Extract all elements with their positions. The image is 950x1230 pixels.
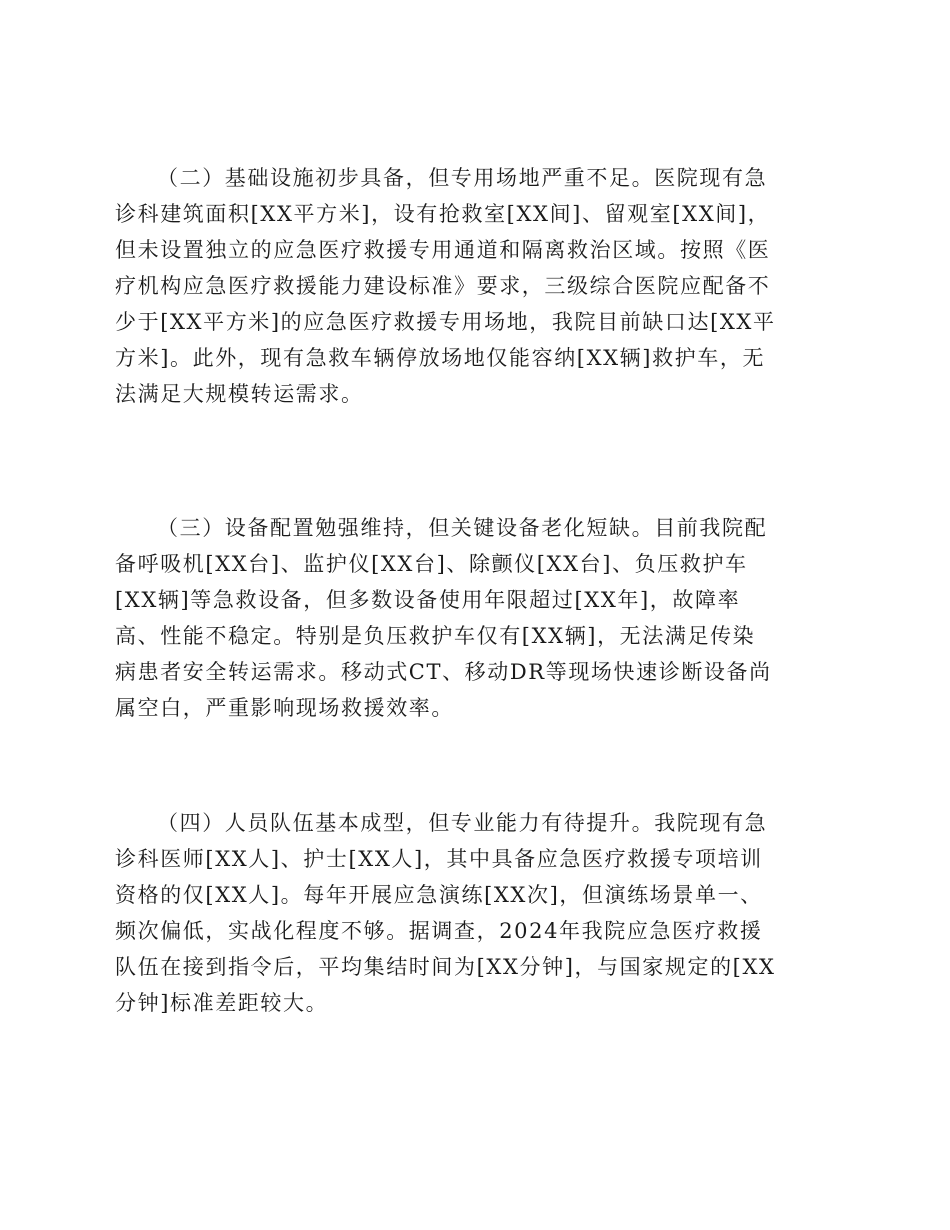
paragraph-line: 病患者安全转运需求。移动式CT、移动DR等现场快速诊断设备尚 [115, 660, 772, 684]
paragraph-line: 少于[XX平方米]的应急医疗救援专用场地，我院目前缺口达[XX平 [115, 310, 776, 334]
paragraph-line: 疗机构应急医疗救援能力建设标准》要求，三级综合医院应配备不 [115, 274, 771, 298]
paragraph-line: 频次偏低，实战化程度不够。据调查，2024年我院应急医疗救援 [115, 919, 763, 943]
paragraph-line: 诊科医师[XX人]、护士[XX人]，其中具备应急医疗救援专项培训 [115, 847, 763, 871]
paragraph-line: （四）人员队伍基本成型，但专业能力有待提升。我院现有急 [157, 811, 768, 835]
paragraph-personnel [115, 805, 835, 1021]
paragraph-line: [XX辆]等急救设备，但多数设备使用年限超过[XX年]，故障率 [115, 588, 741, 612]
paragraph-line: 资格的仅[XX人]。每年开展应急演练[XX次]，但演练场景单一、 [115, 883, 763, 907]
paragraph-infrastructure [115, 160, 835, 412]
paragraph-line: 但未设置独立的应急医疗救援专用通道和隔离救治区域。按照《医 [115, 238, 771, 262]
paragraph-line: 属空白，严重影响现场救援效率。 [115, 696, 454, 720]
paragraph-line: （三）设备配置勉强维持，但关键设备老化短缺。目前我院配 [157, 516, 768, 540]
paragraph-line: 方米]。此外，现有急救车辆停放场地仅能容纳[XX辆]救护车，无 [115, 346, 766, 370]
paragraph-line: 高、性能不稳定。特别是负压救护车仅有[XX辆]，无法满足传染 [115, 624, 756, 648]
paragraph-line: 法满足大规模转运需求。 [115, 382, 364, 406]
paragraph-line: 分钟]标准差距较大。 [115, 991, 329, 1015]
paragraph-line: 队伍在接到指令后，平均集结时间为[XX分钟]，与国家规定的[XX [115, 955, 776, 979]
paragraph-equipment [115, 510, 835, 726]
paragraph-line: （二）基础设施初步具备，但专用场地严重不足。医院现有急 [157, 166, 768, 190]
paragraph-line: 备呼吸机[XX台]、监护仪[XX台]、除颤仪[XX台]、负压救护车 [115, 552, 748, 576]
paragraph-line: 诊科建筑面积[XX平方米]，设有抢救室[XX间]、留观室[XX间]， [115, 202, 771, 226]
